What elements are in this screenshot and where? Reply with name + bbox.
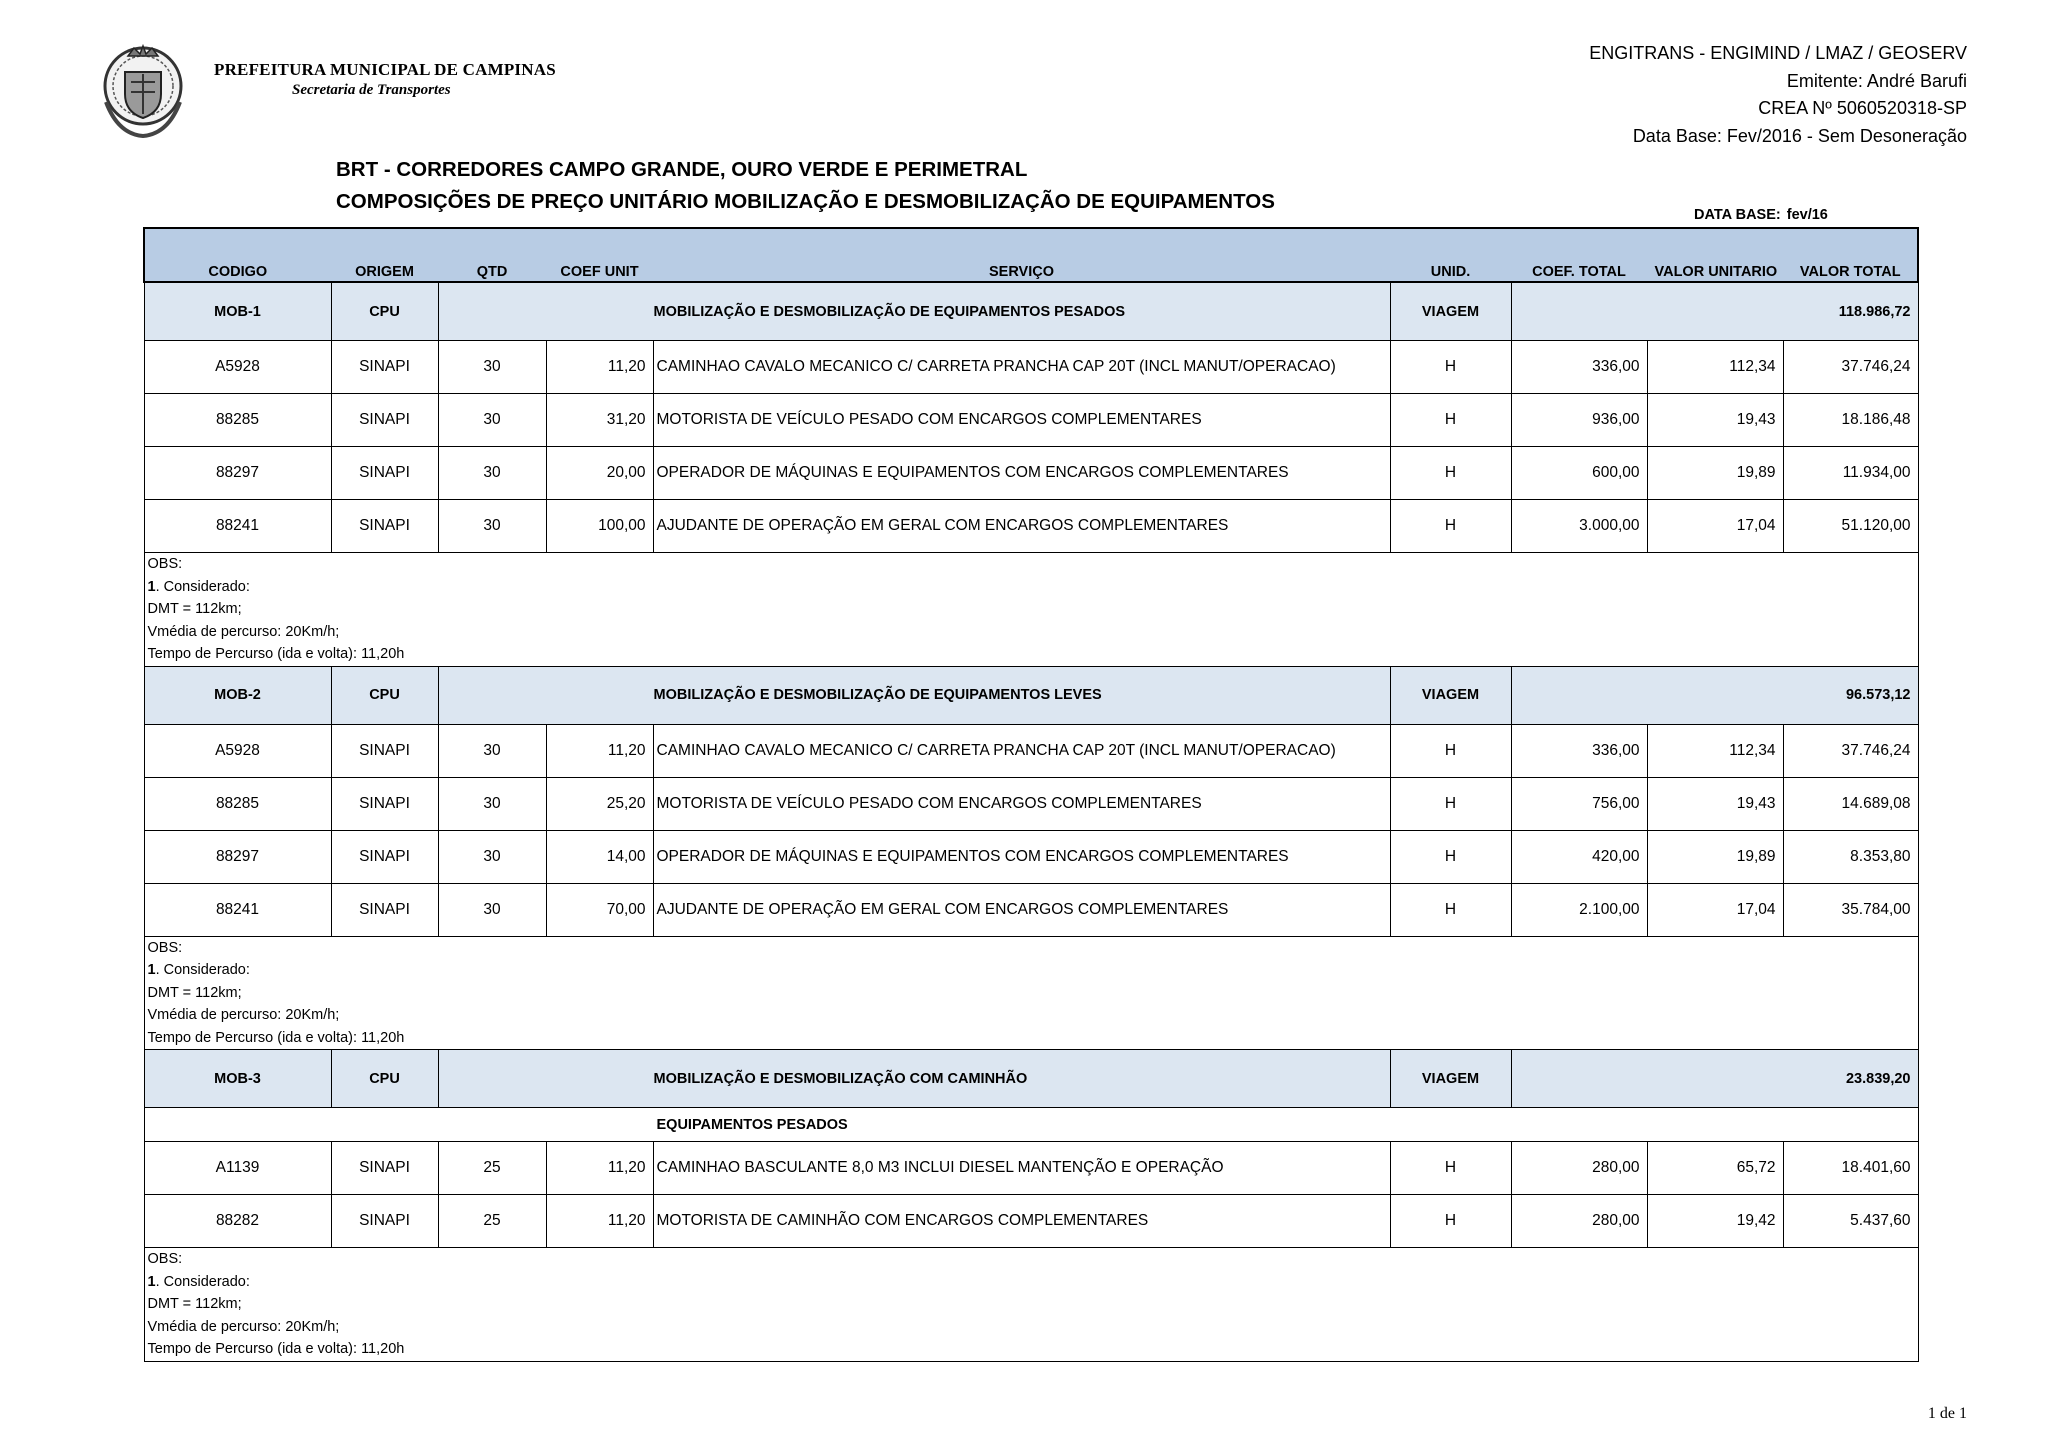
item-code: A5928 <box>144 341 331 394</box>
group-title: MOBILIZAÇÃO E DESMOBILIZAÇÃO DE EQUIPAMENTOS LEVES <box>438 666 1390 724</box>
obs-considered: . Considerado: <box>155 1273 250 1290</box>
obs-note <box>144 553 1918 667</box>
obs-number: 1 <box>147 578 156 595</box>
item-origin: SINAPI <box>331 1142 438 1195</box>
group-code: MOB-3 <box>144 1050 331 1108</box>
item-qtd: 30 <box>438 500 546 553</box>
item-coef-unit: 11,20 <box>546 341 653 394</box>
obs-line: DMT = 112km; <box>147 1296 242 1312</box>
item-service: AJUDANTE DE OPERAÇÃO EM GERAL COM ENCARGOS COMPLEMENTARES <box>653 500 1390 553</box>
database-label: DATA BASE: <box>1694 207 1781 223</box>
col-unid: UNID. <box>1390 228 1511 282</box>
obs-considered: . Considerado: <box>155 578 250 595</box>
item-qtd: 25 <box>438 1195 546 1248</box>
item-service: MOTORISTA DE VEÍCULO PESADO COM ENCARGOS COMPLEMENTARES <box>653 394 1390 447</box>
obs-label: OBS: <box>147 556 183 572</box>
item-unit: H <box>1390 447 1511 500</box>
table-row <box>144 883 1918 936</box>
item-unit-value: 112,34 <box>1647 724 1783 777</box>
item-origin: SINAPI <box>331 500 438 553</box>
group-title: MOBILIZAÇÃO E DESMOBILIZAÇÃO DE EQUIPAMENTOS PESADOS <box>438 282 1390 341</box>
item-coef-unit: 11,20 <box>546 724 653 777</box>
obs-label: OBS: <box>147 939 183 956</box>
org-department: Secretaria de Transportes <box>292 82 451 98</box>
obs-line: DMT = 112km; <box>147 984 242 1001</box>
item-service: CAMINHAO BASCULANTE 8,0 M3 INCLUI DIESEL MANTENÇÃO E OPERAÇÃO <box>653 1142 1390 1195</box>
issuer-companies: ENGITRANS - ENGIMIND / LMAZ / GEOSERV <box>1589 43 1967 63</box>
item-coef-total: 2.100,00 <box>1511 883 1647 936</box>
item-origin: SINAPI <box>331 447 438 500</box>
item-code: 88282 <box>144 1195 331 1248</box>
obs-line: Tempo de Percurso (ida e volta): 11,20h <box>147 1029 405 1046</box>
item-coef-unit: 20,00 <box>546 447 653 500</box>
obs-note <box>144 936 1918 1050</box>
item-total: 14.689,08 <box>1783 777 1918 830</box>
item-code: 88297 <box>144 830 331 883</box>
item-coef-unit: 31,20 <box>546 394 653 447</box>
item-unit-value: 65,72 <box>1647 1142 1783 1195</box>
issuer-name: Emitente: André Barufi <box>1786 70 1967 91</box>
item-unit-value: 19,42 <box>1647 1195 1783 1248</box>
group-code: MOB-1 <box>144 282 331 341</box>
table-row <box>144 341 1918 394</box>
document-title: BRT - CORREDORES CAMPO GRANDE, OURO VERDE E PERIMETRAL <box>336 158 1028 181</box>
item-total: 37.746,24 <box>1783 724 1918 777</box>
item-coef-unit: 25,20 <box>546 777 653 830</box>
item-origin: SINAPI <box>331 883 438 936</box>
item-coef-total: 600,00 <box>1511 447 1647 500</box>
obs-line: Vmédia de percurso: 20Km/h; <box>147 1318 340 1335</box>
item-unit-value: 19,43 <box>1647 777 1783 830</box>
col-coef-total: COEF. TOTAL <box>1511 228 1647 282</box>
obs-line: Tempo de Percurso (ida e volta): 11,20h <box>147 1341 405 1357</box>
obs-row <box>144 1248 1918 1362</box>
item-qtd: 30 <box>438 830 546 883</box>
group-unit: VIAGEM <box>1390 1050 1511 1108</box>
item-coef-unit: 100,00 <box>546 500 653 553</box>
group-unit: VIAGEM <box>1390 282 1511 341</box>
database-value: fev/16 <box>1786 207 1828 223</box>
column-header-row <box>144 228 1918 282</box>
item-coef-unit: 11,20 <box>546 1195 653 1248</box>
group-total: 23.839,20 <box>1511 1050 1918 1108</box>
document-subtitle: COMPOSIÇÕES DE PREÇO UNITÁRIO MOBILIZAÇÃO E DESMOBILIZAÇÃO DE EQUIPAMENTOS <box>336 190 1275 213</box>
obs-label: OBS: <box>147 1251 183 1267</box>
item-coef-total: 3.000,00 <box>1511 500 1647 553</box>
org-name: PREFEITURA MUNICIPAL DE CAMPINAS <box>214 60 556 79</box>
item-code: 88241 <box>144 883 331 936</box>
item-total: 5.437,60 <box>1783 1195 1918 1248</box>
item-qtd: 30 <box>438 341 546 394</box>
group-title: MOBILIZAÇÃO E DESMOBILIZAÇÃO COM CAMINHÃO <box>438 1050 1390 1108</box>
table-row <box>144 500 1918 553</box>
group-row-mob-3 <box>144 1050 1918 1108</box>
item-code: 88241 <box>144 500 331 553</box>
col-valor-total: VALOR TOTAL <box>1783 228 1918 282</box>
item-code: A5928 <box>144 724 331 777</box>
item-qtd: 30 <box>438 447 546 500</box>
item-coef-total: 936,00 <box>1511 394 1647 447</box>
item-qtd: 30 <box>438 777 546 830</box>
item-origin: SINAPI <box>331 341 438 394</box>
item-qtd: 30 <box>438 394 546 447</box>
item-unit: H <box>1390 1195 1511 1248</box>
group-code: MOB-2 <box>144 666 331 724</box>
item-service: CAMINHAO CAVALO MECANICO C/ CARRETA PRANCHA CAP 20T (INCL MANUT/OPERACAO) <box>653 341 1390 394</box>
col-origem: ORIGEM <box>331 228 438 282</box>
item-coef-total: 336,00 <box>1511 341 1647 394</box>
col-valor-unitario: VALOR UNITARIO <box>1647 228 1783 282</box>
table-row <box>144 1195 1918 1248</box>
item-total: 51.120,00 <box>1783 500 1918 553</box>
item-unit: H <box>1390 1142 1511 1195</box>
item-unit: H <box>1390 500 1511 553</box>
obs-line: Vmédia de percurso: 20Km/h; <box>147 623 340 640</box>
item-qtd: 30 <box>438 724 546 777</box>
table-row <box>144 1142 1918 1195</box>
item-coef-total: 756,00 <box>1511 777 1647 830</box>
obs-line: DMT = 112km; <box>147 601 242 617</box>
item-unit: H <box>1390 724 1511 777</box>
composition-table <box>143 227 1919 1362</box>
database-label-row <box>1694 207 1828 223</box>
item-qtd: 25 <box>438 1142 546 1195</box>
item-code: 88297 <box>144 447 331 500</box>
item-coef-unit: 11,20 <box>546 1142 653 1195</box>
table-row <box>144 777 1918 830</box>
item-unit: H <box>1390 883 1511 936</box>
group-total: 118.986,72 <box>1511 282 1918 341</box>
group-row-mob-1 <box>144 282 1918 341</box>
obs-note <box>144 1248 1918 1362</box>
obs-number: 1 <box>147 1273 156 1290</box>
obs-number: 1 <box>147 962 156 978</box>
item-coef-total: 336,00 <box>1511 724 1647 777</box>
item-coef-unit: 14,00 <box>546 830 653 883</box>
item-unit-value: 19,89 <box>1647 447 1783 500</box>
item-unit-value: 19,89 <box>1647 830 1783 883</box>
table-row <box>144 830 1918 883</box>
item-unit: H <box>1390 830 1511 883</box>
obs-row <box>144 553 1918 667</box>
item-origin: SINAPI <box>331 1195 438 1248</box>
item-total: 11.934,00 <box>1783 447 1918 500</box>
subheading-row <box>144 1108 1918 1142</box>
col-qtd: QTD <box>438 228 546 282</box>
item-origin: SINAPI <box>331 724 438 777</box>
issuer-crea: CREA Nº 5060520318-SP <box>1758 98 1967 118</box>
table-row <box>144 447 1918 500</box>
item-qtd: 30 <box>438 883 546 936</box>
item-unit-value: 17,04 <box>1647 883 1783 936</box>
item-unit: H <box>1390 341 1511 394</box>
item-service: MOTORISTA DE CAMINHÃO COM ENCARGOS COMPLEMENTARES <box>653 1195 1390 1248</box>
col-codigo: CODIGO <box>144 228 331 282</box>
col-servico: SERVIÇO <box>653 228 1390 282</box>
issuer-database: Data Base: Fev/2016 - Sem Desoneração <box>1632 125 1967 146</box>
item-service: MOTORISTA DE VEÍCULO PESADO COM ENCARGOS COMPLEMENTARES <box>653 777 1390 830</box>
item-coef-total: 420,00 <box>1511 830 1647 883</box>
subheading: EQUIPAMENTOS PESADOS <box>144 1108 1918 1142</box>
item-unit: H <box>1390 777 1511 830</box>
city-seal-icon <box>98 42 188 142</box>
item-unit: H <box>1390 394 1511 447</box>
item-total: 37.746,24 <box>1783 341 1918 394</box>
page-number: 1 de 1 <box>1927 1405 1967 1422</box>
item-coef-total: 280,00 <box>1511 1195 1647 1248</box>
item-service: AJUDANTE DE OPERAÇÃO EM GERAL COM ENCARGOS COMPLEMENTARES <box>653 883 1390 936</box>
item-origin: SINAPI <box>331 777 438 830</box>
item-origin: SINAPI <box>331 830 438 883</box>
item-coef-total: 280,00 <box>1511 1142 1647 1195</box>
group-origin: CPU <box>331 666 438 724</box>
group-origin: CPU <box>331 1050 438 1108</box>
item-total: 8.353,80 <box>1783 830 1918 883</box>
obs-line: Vmédia de percurso: 20Km/h; <box>147 1007 340 1023</box>
group-total: 96.573,12 <box>1511 666 1918 724</box>
item-service: OPERADOR DE MÁQUINAS E EQUIPAMENTOS COM ENCARGOS COMPLEMENTARES <box>653 447 1390 500</box>
item-unit-value: 112,34 <box>1647 341 1783 394</box>
group-origin: CPU <box>331 282 438 341</box>
item-service: OPERADOR DE MÁQUINAS E EQUIPAMENTOS COM ENCARGOS COMPLEMENTARES <box>653 830 1390 883</box>
item-coef-unit: 70,00 <box>546 883 653 936</box>
item-unit-value: 19,43 <box>1647 394 1783 447</box>
item-unit-value: 17,04 <box>1647 500 1783 553</box>
obs-line: Tempo de Percurso (ida e volta): 11,20h <box>147 646 405 662</box>
table-row <box>144 394 1918 447</box>
obs-considered: . Considerado: <box>155 962 250 978</box>
item-code: 88285 <box>144 394 331 447</box>
col-coef-unit: COEF UNIT <box>546 228 653 282</box>
table-row <box>144 724 1918 777</box>
item-code: A1139 <box>144 1142 331 1195</box>
item-total: 18.186,48 <box>1783 394 1918 447</box>
group-row-mob-2 <box>144 666 1918 724</box>
group-unit: VIAGEM <box>1390 666 1511 724</box>
item-total: 18.401,60 <box>1783 1142 1918 1195</box>
item-total: 35.784,00 <box>1783 883 1918 936</box>
item-service: CAMINHAO CAVALO MECANICO C/ CARRETA PRANCHA CAP 20T (INCL MANUT/OPERACAO) <box>653 724 1390 777</box>
item-code: 88285 <box>144 777 331 830</box>
issuer-block <box>1589 40 1967 150</box>
item-origin: SINAPI <box>331 394 438 447</box>
obs-row <box>144 936 1918 1050</box>
